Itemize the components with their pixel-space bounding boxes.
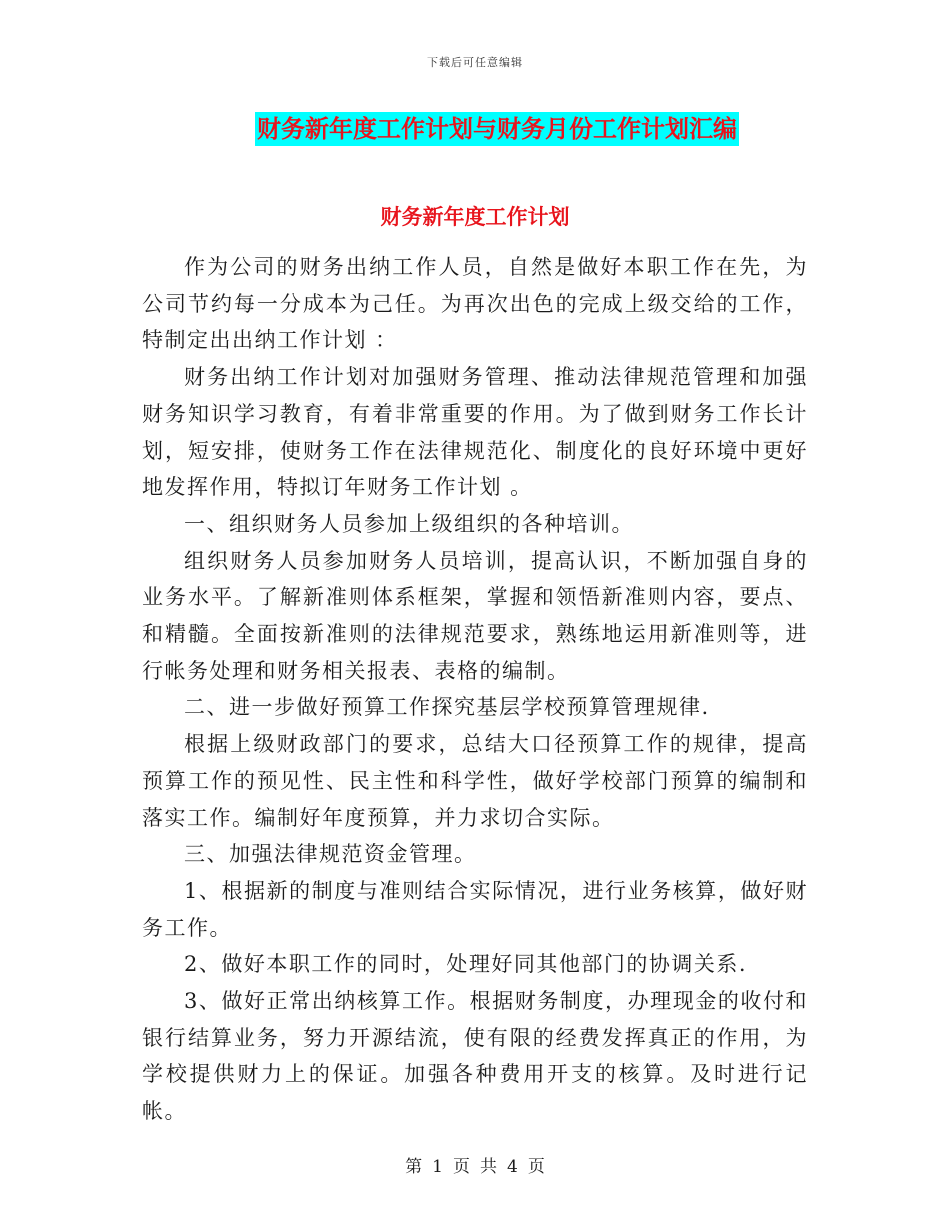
- paragraph: 1、根据新的制度与准则结合实际情况，进行业务核算，做好财务工作。: [142, 878, 808, 940]
- footer-label-unit: 页: [453, 1157, 470, 1177]
- section-title: 财务新年度工作计划: [380, 205, 570, 229]
- page-number-footer: [0, 1152, 950, 1177]
- paragraph-heading: 一、组织财务人员参加上级组织的各种培训。: [184, 511, 634, 536]
- footer-page-total: 4: [507, 1157, 518, 1177]
- paragraph: 3、做好正常出纳核算工作。根据财务制度，办理现金的收付和银行结算业务，努力开源结流，使有限的经费发挥真正的作用，为学校提供财力上的保证。加强各种费用开支的核算。及时进行记帐。: [142, 989, 808, 1124]
- document-title: 财务新年度工作计划与财务月份工作计划汇编: [255, 112, 739, 146]
- paragraph: 2、做好本职工作的同时，处理好同其他部门的协调关系.: [184, 952, 748, 977]
- header-note: 下载后可任意编辑: [427, 56, 523, 69]
- footer-label-unit-end: 页: [527, 1157, 545, 1177]
- paragraph-heading: 三、加强法律规范资金管理。: [184, 842, 477, 867]
- paragraph-heading: 二、进一步做好预算工作探究基层学校预算管理规律.: [184, 695, 710, 720]
- paragraph: 组织财务人员参加财务人员培训，提高认识，不断加强自身的业务水平。了解新准则体系框架，掌握和领悟新准则内容，要点、和精髓。全面按新准则的法律规范要求，熟练地运用新准则等，进行帐务处理和财务相关报表、表格的编制。: [142, 548, 808, 683]
- paragraph: 根据上级财政部门的要求，总结大口径预算工作的规律，提高预算工作的预见性、民主性和科学性，做好学校部门预算的编制和落实工作。编制好年度预算，并力求切合实际。: [142, 732, 808, 830]
- document-body: [142, 249, 808, 1130]
- footer-label-total: 共: [480, 1157, 497, 1177]
- paragraph: 作为公司的财务出纳工作人员，自然是做好本职工作在先，为公司节约每一分成本为己任。为再次出色的完成上级交给的工作，特制定出出纳工作计划 ：: [142, 255, 808, 353]
- document-title-wrapper: [0, 112, 950, 146]
- footer-page-current: 1: [432, 1157, 443, 1177]
- paragraph: 财务出纳工作计划对加强财务管理、推动法律规范管理和加强财务知识学习教育，有着非常重要的作用。为了做到财务工作长计划，短安排，使财务工作在法律规范化、制度化的良好环境中更好地发挥作用，特拟订年财务工作计划 。: [142, 365, 808, 500]
- footer-label-page: 第: [405, 1157, 423, 1177]
